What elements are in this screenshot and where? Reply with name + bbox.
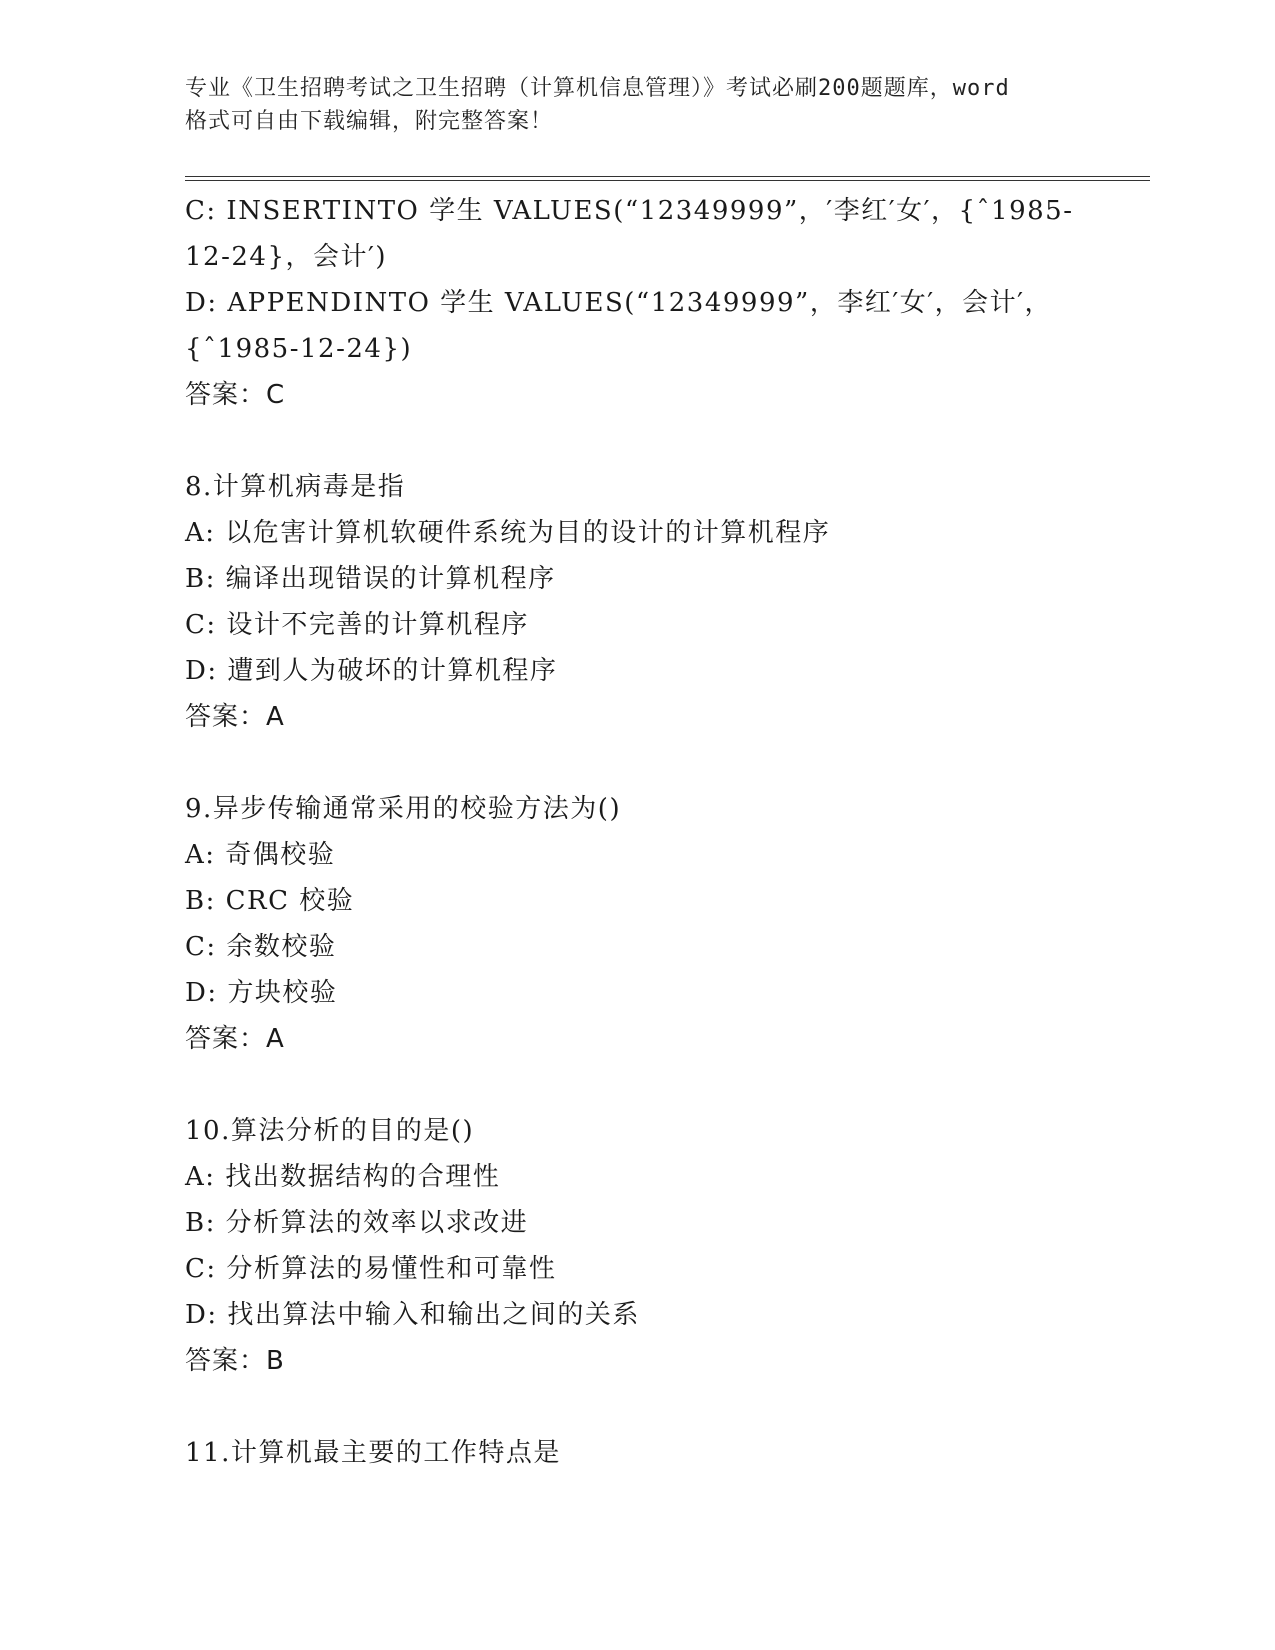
question-11 — [185, 1430, 1105, 1476]
question-list — [185, 188, 1105, 1476]
option-d: D: 方块校验 — [185, 978, 338, 1008]
option-d: D: APPENDINTO 学生 VALUES(“12349999”，李红′女′，会计′， — [185, 288, 1053, 318]
header-divider-top — [185, 176, 1150, 177]
question-text: 8.计算机病毒是指 — [185, 472, 406, 502]
answer: 答案：C — [185, 380, 286, 410]
header-line-1: 专业《卫生招聘考试之卫生招聘（计算机信息管理）》考试必刷200题题库，word — [185, 76, 1010, 101]
option-c: C: 余数校验 — [185, 932, 337, 962]
spacer — [185, 1384, 1105, 1430]
question-7-partial — [185, 188, 1105, 418]
header-line-2: 格式可自由下载编辑，附完整答案！ — [185, 109, 554, 134]
spacer — [185, 418, 1105, 464]
header-divider-bottom — [185, 180, 1150, 181]
option-c: C: INSERTINTO 学生 VALUES(“12349999”，′李红′女′，{ˆ1985- — [185, 196, 1074, 226]
option-c: C: 设计不完善的计算机程序 — [185, 610, 529, 640]
answer: 答案：A — [185, 702, 285, 732]
option-c-continued: 12-24}，会计′) — [185, 242, 388, 272]
option-d-continued: {ˆ1985-12-24}) — [185, 334, 413, 364]
answer: 答案：A — [185, 1024, 285, 1054]
option-a: A: 以危害计算机软硬件系统为目的设计的计算机程序 — [185, 518, 831, 548]
document-header — [185, 72, 1105, 138]
option-b: B: 编译出现错误的计算机程序 — [185, 564, 556, 594]
spacer — [185, 1062, 1105, 1108]
question-8 — [185, 464, 1105, 740]
answer: 答案：B — [185, 1346, 285, 1376]
option-d: D: 遭到人为破坏的计算机程序 — [185, 656, 558, 686]
option-a: A: 奇偶校验 — [185, 840, 336, 870]
question-9 — [185, 786, 1105, 1062]
option-b: B: 分析算法的效率以求改进 — [185, 1208, 529, 1238]
question-10 — [185, 1108, 1105, 1384]
option-d: D: 找出算法中输入和输出之间的关系 — [185, 1300, 640, 1330]
question-text: 10.算法分析的目的是() — [185, 1116, 475, 1146]
option-c: C: 分析算法的易懂性和可靠性 — [185, 1254, 557, 1284]
option-b: B: CRC 校验 — [185, 886, 355, 916]
question-text: 11.计算机最主要的工作特点是 — [185, 1438, 561, 1468]
spacer — [185, 740, 1105, 786]
question-text: 9.异步传输通常采用的校验方法为() — [185, 794, 622, 824]
option-a: A: 找出数据结构的合理性 — [185, 1162, 501, 1192]
